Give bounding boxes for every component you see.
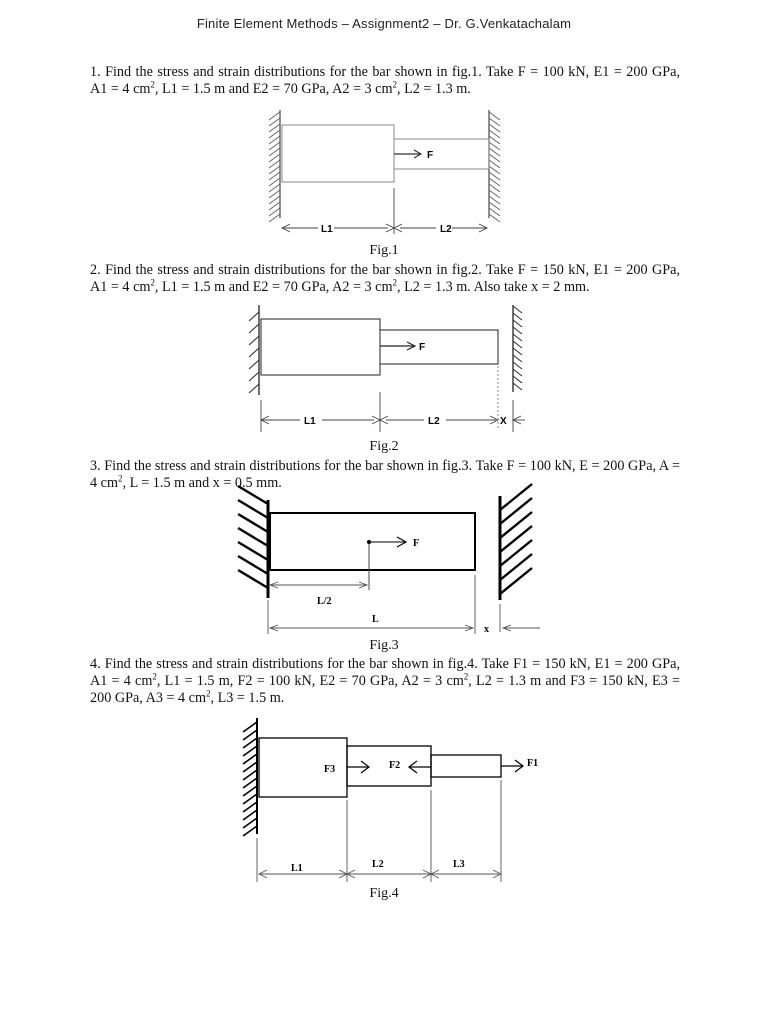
- support-hatch-line: [243, 794, 257, 804]
- support-hatch-line: [513, 355, 522, 362]
- support-hatch-line: [243, 762, 257, 772]
- figure-4-caption: Fig.4: [369, 886, 399, 901]
- dimension-label-l2: L2: [428, 416, 440, 427]
- support-hatch-line: [243, 770, 257, 780]
- question-4: 4. Find the stress and strain distributions for the bar shown in fig.4. Take F1 = 150 kN, E1 = 200 GPa, A1 = 4 $cm^2$, L1 = 1.5 m, F2 = 100 kN, E2 = 70 GPa, A2 = 3 $cm^2$, L2 = 1.3 m and F3 = 150 kN, E3 = 200 GPa, A3 = 4 $cm^2$, L3 = 1.5 m.: [90, 656, 680, 706]
- support-hatch-line: [238, 528, 268, 546]
- figure-3: [228, 492, 543, 637]
- dimension-label-l2: L2: [372, 859, 384, 870]
- dimension-label-l1: L1: [291, 863, 303, 874]
- support-hatch-line: [238, 514, 268, 532]
- support-hatch-line: [243, 722, 257, 732]
- force-label-f1: F1: [527, 758, 539, 769]
- page-header: Finite Element Methods – Assignment2 – Dr. G.Venkatachalam: [196, 16, 572, 31]
- question-1: 1. Find the stress and strain distributions for the bar shown in fig.1. Take F = 100 kN, E1 = 200 GPa, A1 = 4 $cm^2$, L1 = 1.5 m and E2 = 70 GPa, A2 = 3 $cm^2$, L2 = 1.3 m.: [90, 64, 680, 97]
- support-hatch-line: [513, 341, 522, 348]
- support-hatch-line: [513, 369, 522, 376]
- support-hatch-line: [243, 778, 257, 788]
- support-hatch-line: [513, 383, 522, 390]
- support-hatch-line: [500, 568, 532, 594]
- force-label-f: F: [427, 150, 434, 161]
- support-hatch-line: [513, 320, 522, 327]
- support-hatch-line: [513, 348, 522, 355]
- gap-label-x: x: [484, 624, 489, 635]
- support-hatch-line: [513, 306, 522, 313]
- figure-3-caption: Fig.3: [369, 638, 399, 653]
- bar-section-1: [282, 125, 394, 182]
- question-3: 3. Find the stress and strain distributions for the bar shown in fig.3. Take F = 100 kN, E = 200 GPa, A = 4 $cm^2$, L = 1.5 m and x = 0.5 mm.: [90, 458, 680, 491]
- figure-1-caption: Fig.1: [369, 243, 399, 258]
- dimension-label-half-l: L/2: [317, 596, 332, 607]
- dimension-label-l2: L2: [440, 224, 452, 235]
- support-hatch-line: [500, 512, 532, 538]
- question-2: 2. Find the stress and strain distributions for the bar shown in fig.2. Take F = 150 kN, E1 = 200 GPa, A1 = 4 $cm^2$, L1 = 1.5 m and E2 = 70 GPa, A2 = 3 $cm^2$, L2 = 1.3 m. Also take x = 2 mm.: [90, 262, 680, 295]
- support-hatch-line: [513, 362, 522, 369]
- dimension-label-l1: L1: [304, 416, 316, 427]
- support-hatch-line: [243, 826, 257, 836]
- support-hatch-line: [243, 786, 257, 796]
- support-hatch-line: [500, 526, 532, 552]
- support-hatch-line: [238, 542, 268, 560]
- support-hatch-line: [500, 540, 532, 566]
- support-hatch-line: [513, 376, 522, 383]
- support-hatch-line: [238, 556, 268, 574]
- bar-section-1: [261, 319, 380, 375]
- support-hatch-line: [513, 313, 522, 320]
- bar-section-2: [380, 330, 498, 364]
- support-hatch-line: [513, 327, 522, 334]
- support-hatch-line: [249, 384, 259, 393]
- support-hatch-line: [500, 498, 532, 524]
- support-hatch-line: [243, 746, 257, 756]
- support-hatch-line: [500, 554, 532, 580]
- support-hatch-line: [243, 738, 257, 748]
- support-hatch-line: [249, 360, 259, 369]
- figure-2-caption: Fig.2: [369, 439, 399, 454]
- support-hatch-line: [243, 730, 257, 740]
- gap-label-x: X: [500, 416, 507, 427]
- support-hatch-line: [243, 802, 257, 812]
- figure-2: [240, 298, 530, 438]
- figure-4: [236, 712, 546, 887]
- support-hatch-line: [243, 754, 257, 764]
- force-label-f: F: [419, 342, 426, 353]
- bar-section-3: [431, 755, 501, 777]
- support-hatch-line: [249, 312, 259, 321]
- support-hatch-line: [243, 818, 257, 828]
- figure-1: [262, 106, 507, 241]
- force-label-f3: F3: [324, 764, 336, 775]
- support-hatch-line: [249, 348, 259, 357]
- support-hatch-line: [249, 324, 259, 333]
- support-hatch-line: [238, 500, 268, 518]
- force-label-f2: F2: [389, 760, 401, 771]
- dimension-label-l: L: [372, 614, 379, 625]
- dimension-label-l1: L1: [321, 224, 333, 235]
- support-hatch-line: [513, 334, 522, 341]
- dimension-label-l3: L3: [453, 859, 465, 870]
- support-hatch-line: [249, 336, 259, 345]
- support-hatch-line: [243, 810, 257, 820]
- force-label-f: F: [413, 538, 420, 549]
- support-hatch-line: [238, 570, 268, 588]
- support-hatch-line: [249, 372, 259, 381]
